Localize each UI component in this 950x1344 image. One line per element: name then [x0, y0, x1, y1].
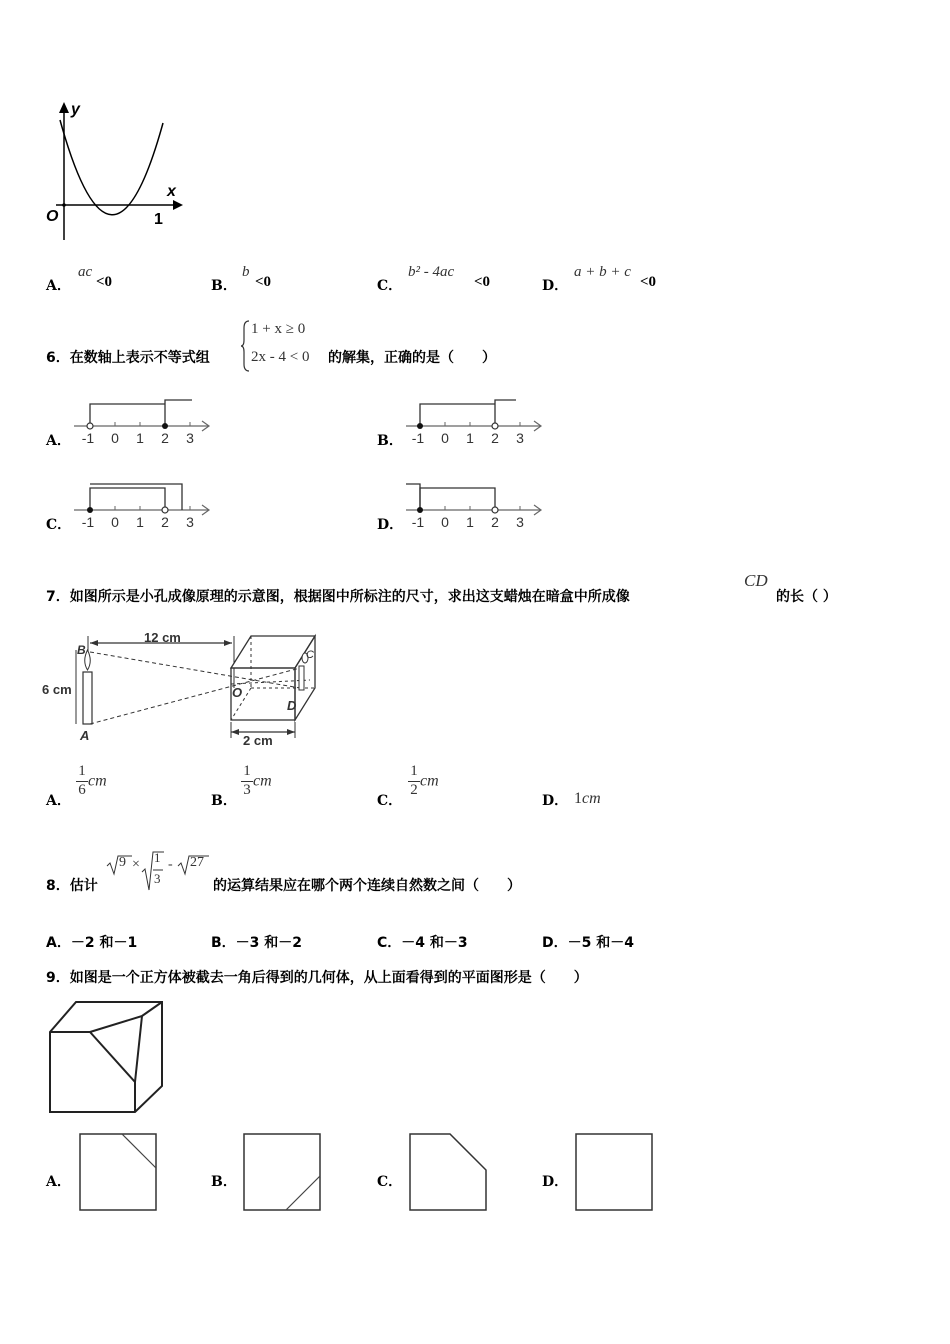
parabola-graph — [40, 98, 190, 248]
q9-option-a-shape — [78, 1132, 158, 1212]
svg-text:D: D — [287, 698, 297, 713]
svg-text:B: B — [77, 643, 86, 657]
svg-text:A: A — [80, 728, 90, 743]
q5-option-d-letter: D． — [542, 278, 569, 294]
q6-prefix: 6．在数轴上表示不等式组 — [46, 350, 210, 366]
svg-text:1: 1 — [466, 514, 474, 530]
q9-option-c-letter: C． — [377, 1174, 403, 1190]
q6-system-brace — [241, 320, 251, 372]
q5-option-b-expr: b — [242, 264, 250, 280]
svg-text:-1: -1 — [81, 514, 95, 530]
q7-option-a-value: $\frac{1}{6}$ cm — [76, 764, 107, 799]
x-axis-arrow — [173, 200, 183, 210]
parabola-curve — [60, 120, 163, 215]
svg-text:0: 0 — [441, 514, 449, 530]
svg-text:3: 3 — [186, 430, 194, 446]
q5-option-c-expr: b² - 4ac — [408, 264, 455, 280]
origin-label: O — [46, 208, 59, 225]
svg-text:-1: -1 — [81, 430, 95, 446]
q8-option-b: B．－3 和－2 — [211, 935, 303, 951]
q6-numberline-a — [72, 398, 214, 448]
q7-prefix: 7．如图所示是小孔成像原理的示意图，根据图中所标注的尺寸，求出这支蜡烛在暗盒中所成像 — [46, 589, 630, 605]
q5-option-b-letter: B． — [211, 278, 237, 294]
svg-text:0: 0 — [111, 514, 119, 530]
q7-suffix: 的长（ ） — [776, 589, 837, 605]
svg-text:2: 2 — [161, 514, 169, 530]
one-label: 1 — [154, 211, 163, 228]
q5-option-d-expr: a + b + c — [574, 264, 631, 280]
q5-option-c-letter: C． — [377, 278, 403, 294]
q6-option-d-letter: D． — [377, 517, 404, 533]
q5-option-c-tail: <0 — [474, 274, 491, 290]
svg-text:O: O — [232, 685, 243, 700]
q7-option-d-letter: D． — [542, 793, 569, 809]
q6-numberline-c — [72, 482, 214, 532]
q5-option-b-tail: <0 — [255, 274, 272, 290]
x-axis-label: x — [167, 183, 176, 200]
q6-option-c-letter: C． — [46, 517, 72, 533]
svg-text:C: C — [306, 649, 314, 661]
q8-suffix: 的运算结果应在哪个两个连续自然数之间（ ） — [213, 878, 521, 894]
q9-text: 9．如图是一个正方体被截去一角后得到的几何体，从上面看得到的平面图形是（ ） — [46, 970, 588, 986]
q8-option-a: A．－2 和－1 — [46, 935, 138, 951]
svg-text:2: 2 — [491, 430, 499, 446]
q7-option-d-value: 1cm — [574, 790, 601, 807]
svg-text:2 cm: 2 cm — [243, 733, 273, 748]
svg-text:1: 1 — [136, 514, 144, 530]
q7-option-c-value: $\frac{1}{2}$ cm — [408, 764, 439, 799]
q6-system-line1: 1 + x ≥ 0 — [251, 321, 306, 337]
q9-option-b-letter: B． — [211, 1174, 237, 1190]
q7-option-b-value: $\frac{1}{3}$ cm — [241, 764, 272, 799]
q7-option-a-letter: A． — [46, 793, 71, 809]
q9-option-d-shape — [574, 1132, 654, 1212]
svg-text:1: 1 — [466, 430, 474, 446]
q5-option-a-letter: A． — [46, 278, 71, 294]
origin-point — [62, 203, 66, 207]
svg-text:1: 1 — [136, 430, 144, 446]
q8-option-c: C．－4 和－3 — [377, 935, 468, 951]
q8-expression: 9 × 1 3 - 27 — [106, 850, 210, 892]
q6-option-b-letter: B． — [377, 433, 403, 449]
svg-text:-1: -1 — [411, 430, 425, 446]
q5-option-a-expr: ac — [78, 264, 93, 280]
q7-option-c-letter: C． — [377, 793, 403, 809]
q6-numberline-d — [404, 482, 546, 532]
svg-text:12 cm: 12 cm — [144, 630, 181, 645]
q9-option-c-shape — [408, 1132, 488, 1212]
svg-text:0: 0 — [111, 430, 119, 446]
svg-text:6 cm: 6 cm — [42, 682, 72, 697]
y-axis-arrow — [59, 102, 69, 113]
q7-cd: CD — [744, 571, 768, 590]
svg-text:3: 3 — [186, 514, 194, 530]
q7-option-b-letter: B． — [211, 793, 237, 809]
svg-text:3: 3 — [516, 514, 524, 530]
y-axis-label: y — [71, 101, 80, 118]
q9-option-d-letter: D． — [542, 1174, 569, 1190]
q6-system-line2: 2x - 4 < 0 — [251, 349, 310, 365]
q8-option-d: D．－5 和－4 — [542, 935, 634, 951]
truncated-cube-figure — [46, 998, 166, 1118]
svg-text:0: 0 — [441, 430, 449, 446]
q8-prefix: 8．估计 — [46, 878, 98, 894]
pinhole-camera-figure — [40, 628, 320, 748]
q5-option-d-tail: <0 — [640, 274, 657, 290]
q9-option-a-letter: A． — [46, 1174, 71, 1190]
q9-option-b-shape — [242, 1132, 322, 1212]
q5-option-a-tail: <0 — [96, 274, 113, 290]
q6-option-a-letter: A． — [46, 433, 71, 449]
svg-text:2: 2 — [491, 514, 499, 530]
q6-numberline-b — [404, 398, 546, 448]
svg-text:3: 3 — [516, 430, 524, 446]
q6-suffix: 的解集，正确的是（ ） — [328, 350, 496, 366]
svg-text:-1: -1 — [411, 514, 425, 530]
svg-text:2: 2 — [161, 430, 169, 446]
